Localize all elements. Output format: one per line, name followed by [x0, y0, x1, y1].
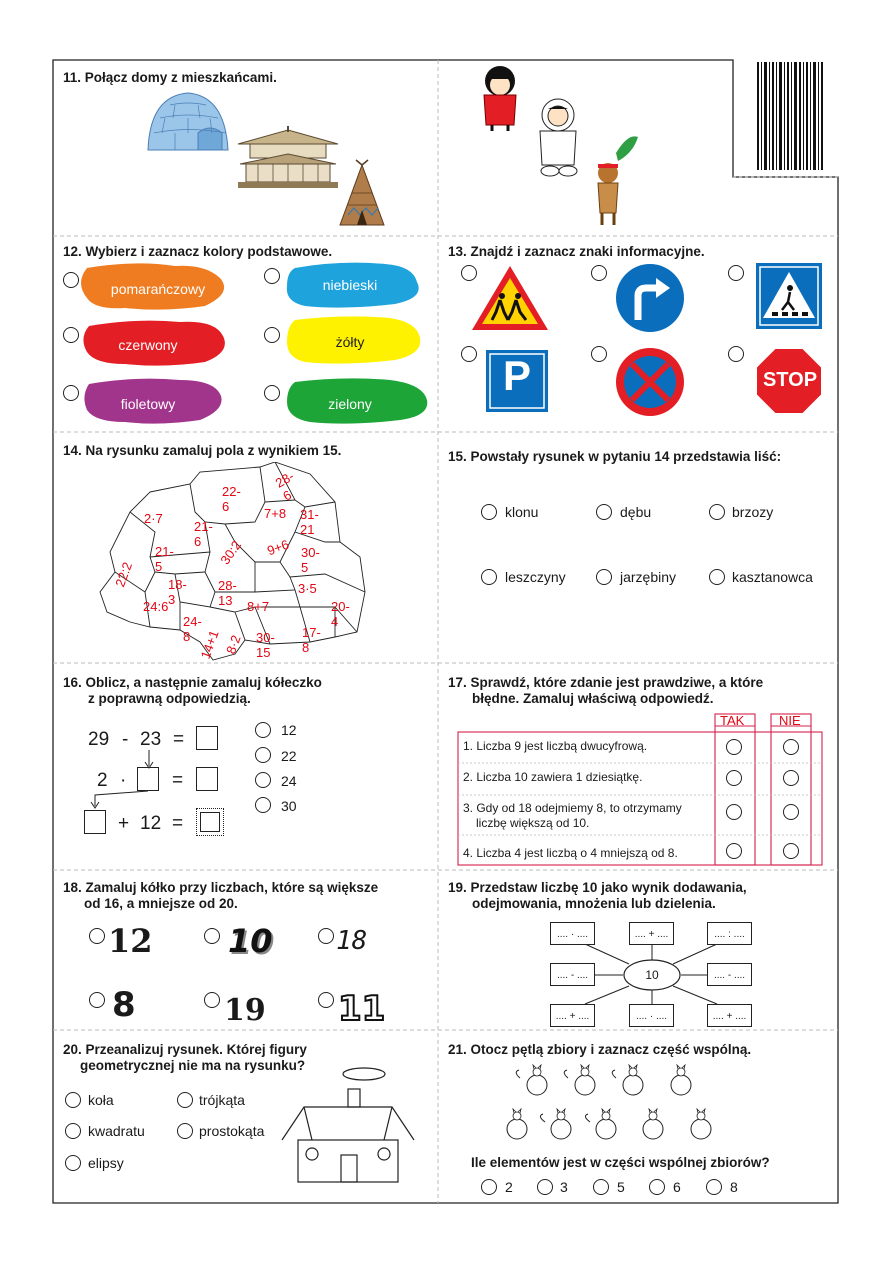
q17-tak-circle[interactable]	[726, 770, 742, 786]
q21-cats	[495, 1060, 745, 1145]
q16-option-label: 12	[281, 722, 297, 738]
q17-tak-circle[interactable]	[726, 739, 742, 755]
q21-option-circle[interactable]	[537, 1179, 553, 1195]
q16-option-circle[interactable]	[255, 772, 271, 788]
cell-label: 28-13	[218, 578, 237, 608]
q18-number: 10	[228, 922, 273, 960]
q18-number: 8	[112, 985, 136, 1025]
q15-title: 15. Powstały rysunek w pytaniu 14 przedstawia liść:	[448, 449, 782, 464]
q20-title-line1: 20. Przeanalizuj rysunek. Której figury	[63, 1042, 307, 1057]
cell-label: 28-6	[272, 468, 297, 504]
q12-title: 12. Wybierz i zaznacz kolory podstawowe.	[63, 244, 333, 259]
igloo-image	[148, 93, 228, 150]
smoke-ellipse	[343, 1068, 385, 1080]
q15-option-label: kasztanowca	[732, 569, 813, 585]
color-label-blue: niebieski	[322, 277, 378, 293]
pedestrian-crossing-sign-icon	[756, 263, 822, 329]
eskimo-image	[540, 99, 577, 176]
q21-title: 21. Otocz pętlą zbiory i zaznacz część wspólną.	[448, 1042, 752, 1057]
q18-option-circle[interactable]	[89, 992, 105, 1008]
q15-option-circle[interactable]	[481, 569, 497, 585]
q15-option-circle[interactable]	[709, 569, 725, 585]
q20-option-circle[interactable]	[177, 1123, 193, 1139]
cell-label: 31-21	[300, 507, 319, 537]
q16-dot: ·	[120, 770, 127, 791]
q19-title-line1: 19. Przedstaw liczbę 10 jako wynik dodawania,	[448, 880, 747, 895]
q16-factor: 2	[97, 770, 108, 791]
stop-sign-text: STOP	[762, 369, 818, 391]
cell-label: 30-5	[301, 545, 320, 575]
q20-option-label: koła	[88, 1092, 114, 1108]
q12-option-circle[interactable]	[63, 272, 79, 288]
q21-option-circle[interactable]	[649, 1179, 665, 1195]
q16-eq2: =	[172, 770, 184, 791]
q18-option-circle[interactable]	[89, 928, 105, 944]
q17-title-line2: błędne. Zamaluj właściwą odpowiedź.	[472, 691, 714, 706]
q18-number: 19	[224, 993, 266, 1028]
q17-nie-circle[interactable]	[783, 770, 799, 786]
q16-plus: +	[118, 813, 130, 834]
q15-option-label: brzozy	[732, 504, 774, 520]
q15-option-circle[interactable]	[709, 504, 725, 520]
q11-title: 11. Połącz domy z mieszkańcami.	[63, 70, 277, 85]
cell-label: 30:2	[217, 537, 245, 568]
q19-title-line2: odejmowania, mnożenia lub dzielenia.	[472, 896, 716, 911]
q19-equation-cell[interactable]: .... - ....	[707, 963, 752, 986]
cell-label: 2·7	[144, 511, 163, 526]
q17-tak-circle[interactable]	[726, 804, 742, 820]
cell-label: 18-3	[168, 577, 187, 607]
q18-title-line1: 18. Zamaluj kółko przy liczbach, które są większe	[63, 880, 379, 895]
q15-option-label: dębu	[620, 504, 652, 520]
parking-sign-letter: P	[502, 352, 531, 399]
cell-label: 14+1	[197, 628, 222, 661]
no-stopping-sign-icon	[616, 348, 684, 416]
q18-option-circle[interactable]	[204, 992, 220, 1008]
house-wall	[298, 1140, 398, 1182]
q16-option-label: 22	[281, 748, 297, 764]
q20-option-label: kwadratu	[88, 1123, 145, 1139]
q17-tak-header: TAK	[720, 713, 745, 728]
q16-option-label: 30	[281, 798, 297, 814]
q19-equation-cell[interactable]: .... + ....	[629, 922, 674, 945]
q15-option-circle[interactable]	[596, 569, 612, 585]
q18-option-circle[interactable]	[318, 928, 334, 944]
q20-option-label: elipsy	[88, 1155, 124, 1171]
cell-label: 30-15	[256, 630, 275, 660]
q18-title-line2: od 16, a mniejsze od 20.	[84, 896, 238, 911]
q16-minus: -	[122, 729, 129, 750]
q16-option-circle[interactable]	[255, 722, 271, 738]
cell-label: 22:2	[112, 560, 136, 589]
q21-option-label: 3	[560, 1179, 568, 1195]
cell-label: 24:6	[143, 599, 169, 614]
cell-label: 22-6	[222, 484, 241, 514]
q19-equation-cell[interactable]: .... · ....	[550, 922, 595, 945]
q17-statement: 2. Liczba 10 zawiera 1 dziesiątkę.	[463, 770, 643, 784]
q21-option-label: 2	[505, 1179, 513, 1195]
q19-equation-cell[interactable]: .... + ....	[707, 1004, 752, 1027]
q15-option-circle[interactable]	[481, 504, 497, 520]
q16-title-line1: 16. Oblicz, a następnie zamaluj kółeczko	[63, 675, 322, 690]
q17-statement: 4. Liczba 4 jest liczbą o 4 mniejszą od 8.	[463, 846, 678, 860]
q15-option-label: klonu	[505, 504, 539, 520]
color-label-yellow: żółty	[335, 334, 365, 350]
q16-eq3: =	[172, 813, 184, 834]
turn-right-sign-icon	[616, 264, 684, 332]
q11-houses	[140, 88, 440, 233]
q21-option-circle[interactable]	[481, 1179, 497, 1195]
q20-title-line2: geometrycznej nie ma na rysunku?	[80, 1058, 306, 1073]
q17-nie-header: NIE	[779, 713, 801, 728]
color-label-purple: fioletowy	[120, 396, 176, 412]
children-warning-sign-icon	[472, 266, 548, 330]
roof-trapezoid	[282, 1107, 414, 1140]
q15-option-label: leszczyny	[505, 569, 566, 585]
q20-option-label: prostokąta	[199, 1123, 265, 1139]
q16-option-circle[interactable]	[255, 797, 271, 813]
color-label-green: zielony	[328, 396, 372, 412]
q11-residents	[470, 63, 650, 233]
q21-option-label: 6	[673, 1179, 681, 1195]
q21-option-label: 8	[730, 1179, 738, 1195]
cell-label: 24-8	[183, 614, 202, 644]
q17-statement: 1. Liczba 9 jest liczbą dwucyfrową.	[463, 739, 648, 753]
q16-answer-box-4[interactable]	[84, 810, 106, 834]
pagoda-image	[238, 126, 338, 188]
q17-title-line1: 17. Sprawdź, które zdanie jest prawdziwe, a które	[448, 675, 764, 690]
q21-option-circle[interactable]	[593, 1179, 609, 1195]
q16-eq1: =	[173, 729, 185, 750]
q20-option-circle[interactable]	[65, 1123, 81, 1139]
q17-nie-circle[interactable]	[783, 843, 799, 859]
q16-addend: 12	[140, 813, 162, 834]
q17-tak-circle[interactable]	[726, 843, 742, 859]
q21-question: Ile elementów jest w części wspólnej zbiorów?	[471, 1155, 770, 1170]
color-label-red: czerwony	[118, 337, 178, 353]
q15-option-label: jarzębiny	[620, 569, 677, 585]
q18-option-circle[interactable]	[318, 992, 334, 1008]
q13-title: 13. Znajdź i zaznacz znaki informacyjne.	[448, 244, 705, 259]
q15-option-circle[interactable]	[596, 504, 612, 520]
q19-equation-cell[interactable]: .... · ....	[629, 1004, 674, 1027]
q19-equation-cell[interactable]: .... - ....	[550, 963, 595, 986]
q12-option-circle[interactable]	[264, 385, 280, 401]
q17-statement: 3. Gdy od 18 odejmiemy 8, to otrzymamy	[463, 801, 682, 815]
q20-option-circle[interactable]	[65, 1092, 81, 1108]
q12-option-circle[interactable]	[264, 327, 280, 343]
q17-nie-circle[interactable]	[783, 739, 799, 755]
q16-option-label: 24	[281, 773, 297, 789]
barcode	[757, 62, 829, 170]
q16-answer-box-1[interactable]	[196, 726, 218, 750]
q16-b: 23	[140, 729, 162, 750]
cell-label: 21-6	[194, 519, 213, 549]
cell-label: 8·2	[223, 633, 244, 656]
q21-option-circle[interactable]	[706, 1179, 722, 1195]
q16-title-line2: z poprawną odpowiedzią.	[88, 691, 251, 706]
q20-option-circle[interactable]	[65, 1155, 81, 1171]
chimney-rectangle	[348, 1089, 360, 1107]
q17-statement-cont: liczbę większą od 10.	[476, 816, 590, 830]
q12-option-circle[interactable]	[63, 385, 79, 401]
cell-label: 3·5	[298, 581, 317, 596]
q19-equation-cell[interactable]: .... + ....	[550, 1004, 595, 1027]
q18-number: 11	[338, 989, 386, 1029]
cell-label: 17-8	[302, 625, 321, 655]
q18-option-circle[interactable]	[204, 928, 220, 944]
cell-label: 7+8	[264, 506, 287, 521]
cell-label: 8+7	[247, 599, 270, 614]
q16-arrows	[88, 750, 228, 810]
native-american-image	[598, 136, 638, 225]
cell-label: 20-4	[331, 599, 350, 629]
q17-nie-circle[interactable]	[783, 804, 799, 820]
q12-option-circle[interactable]	[264, 268, 280, 284]
chinese-girl-image	[484, 66, 516, 131]
teepee-image	[340, 160, 384, 225]
q21-option-label: 5	[617, 1179, 625, 1195]
q20-option-circle[interactable]	[177, 1092, 193, 1108]
q12-option-circle[interactable]	[63, 327, 79, 343]
q19-center-number: 10	[645, 968, 659, 982]
cell-label: 9+6	[265, 536, 291, 559]
door-rectangle	[341, 1155, 357, 1182]
cell-label: 21-5	[155, 544, 174, 574]
color-label-orange: pomarańczowy	[110, 281, 206, 297]
q20-house-drawing	[280, 1062, 420, 1184]
q16-option-circle[interactable]	[255, 747, 271, 763]
q18-number: 12	[108, 922, 153, 960]
q18-number: 18	[336, 926, 368, 956]
q16-a: 29	[88, 729, 110, 750]
q14-title: 14. Na rysunku zamaluj pola z wynikiem 15.	[63, 443, 342, 458]
q19-equation-cell[interactable]: .... : ....	[707, 922, 752, 945]
q16-result-inner	[200, 812, 220, 832]
q20-option-label: trójkąta	[199, 1092, 245, 1108]
